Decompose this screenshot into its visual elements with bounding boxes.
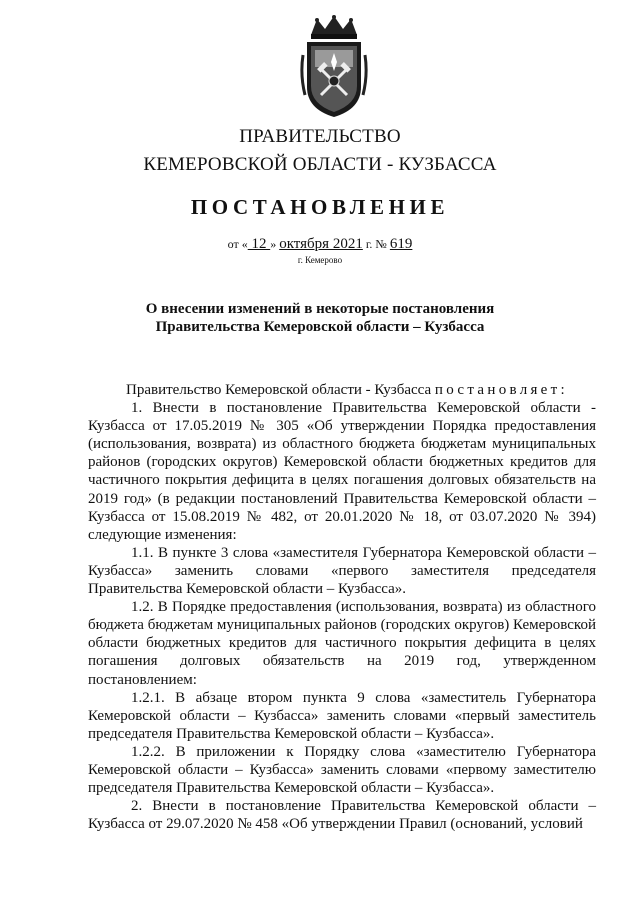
document-body: [88, 381, 596, 833]
subject-line2: Правительства Кемеровской области – Кузбасса: [155, 319, 485, 335]
date-prefix: от «: [227, 237, 248, 251]
document-number: 619: [389, 236, 413, 252]
body-paragraph: 1.2.1. В абзаце втором пункта 9 слова «заместитель Губернатора Кемеровской области – Кузбасса» заменить словами «первый заместитель председателя Правительства Кемеровской области – Кузбасса».: [88, 689, 596, 742]
coat-of-arms-icon: [299, 15, 369, 119]
body-paragraph: 1.1. В пункте 3 слова «заместителя Губернатора Кемеровской области – Кузбасса» заменить словами «первого заместителя председателя Правительства Кемеровской области – Кузбасса».: [88, 544, 596, 598]
government-title-line1: ПРАВИТЕЛЬСТВО: [239, 126, 401, 147]
body-lead: [88, 381, 596, 399]
document-type: ПОСТАНОВЛЕНИЕ: [190, 195, 450, 219]
body-paragraph: 1.2. В Порядке предоставления (использования, возврата) из областного бюджета бюджетам муниципальных районов (городских округов) Кемеровской области бюджетных кредитов для частичного покрытия дефицита в целях погашения долговых обязательств на 2019 год, утвержденном постановлением:: [88, 599, 596, 688]
government-title-line2: КЕМЕРОВСКОЙ ОБЛАСТИ - КУЗБАССА: [143, 154, 497, 175]
date-line: [0, 236, 640, 253]
date-day: 12: [247, 236, 271, 252]
body-paragraph: 2. Внести в постановление Правительства Кемеровской области – Кузбасса от 29.07.2020 № 458 «Об утверждении Правил (оснований, условий: [88, 798, 596, 833]
lead-spaced-word: постановляет:: [434, 382, 568, 398]
city-label: г. Кемерово: [297, 255, 343, 265]
date-middle: »: [270, 237, 280, 251]
date-suffix: г. №: [362, 237, 390, 251]
body-paragraph: 1.2.2. В приложении к Порядку слова «заместителю Губернатора Кемеровской области – Кузбасса» заменить словами «первому заместителю председателя Правительства Кемеровской области – Кузбасса».: [88, 743, 596, 797]
body-paragraph: 1. Внести в постановление Правительства Кемеровской области - Кузбасса от 17.05.2019 № 305 «Об утверждении Порядка предоставления (использования, возврата) из областного бюджета бюджетам муниципальных районов (городских округов) Кемеровской области бюджетных кредитов для частичного покрытия дефицита в целях погашения долговых обязательств на 2019 год» (в редакции постановлений Правительства Кемеровской области – Кузбасса от 15.08.2019 № 482, от 20.01.2020 № 18, от 03.07.2020 № 394) следующие изменения:: [88, 400, 596, 543]
subject-line1: О внесении изменений в некоторые постановления: [145, 301, 495, 317]
date-month-year: октября 2021: [279, 236, 363, 252]
lead-text: Правительство Кемеровской области - Кузбасса: [126, 382, 435, 398]
